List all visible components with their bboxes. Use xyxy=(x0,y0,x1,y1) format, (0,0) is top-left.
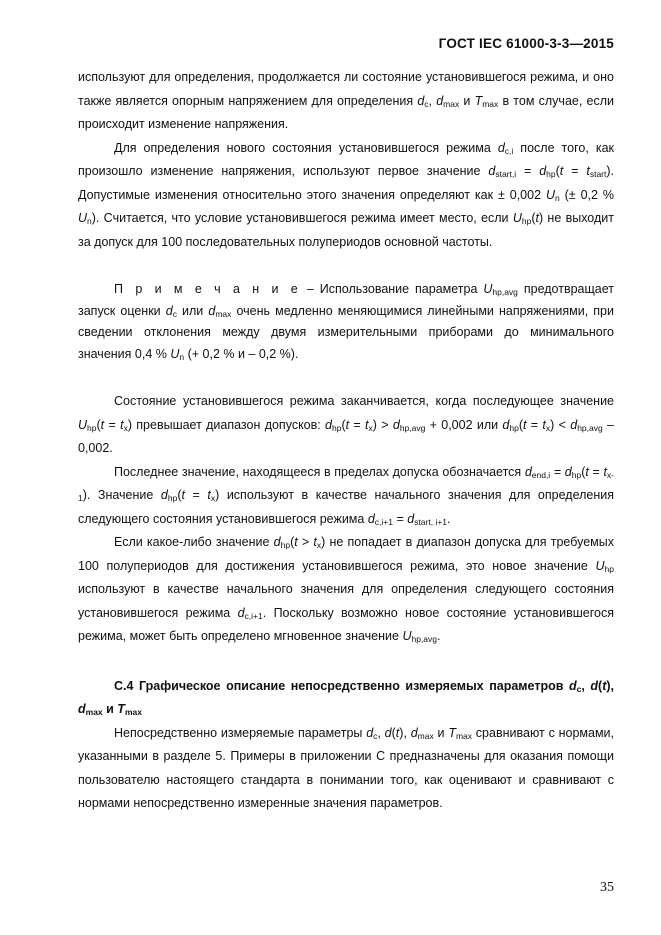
page-number: 35 xyxy=(600,880,614,895)
note-paragraph: П р и м е ч а н и е – Использование параметра $U_{hp,avg}$ предотвращает запуск оценки $d_c$ или $d_{max}$ очень медленно меняющимися линейными напряжениями, при сведении отклонения между двумя измерительными приборами до минимального значения 0,4 % $U_n$ (+ 0,2 % и – 0,2 %). xyxy=(78,282,614,362)
body-paragraph: Непосредственно измеряемые параметры $d_c$, d(t), $d_{max}$ и $T_{max}$ сравнивают с нормами, указанными в разделе 5. Примеры в приложении С предназначены для оказания помощи пользователю настоящего стандарта в понимании того, как оценивают и сравнивают с нормами непосредственно измеренные значения параметров. xyxy=(78,725,615,810)
body-paragraph: Для определения нового состояния установившегося режима $d_{c,i}$ после того, как произошло изменение напряжения, используют первое значение $d_{start,i} = d_{hp}(t = t_{start})$. Допустимые изменения относительно этого значения определяют как ± 0,002 $U_n$ (± 0,2 % $U_n$). Считается, что условие установившегося режима имеет место, если $U_{hp}(t)$ не выходит за допуск для 100 последовательных полупериодов основной частоты. xyxy=(78,140,614,249)
running-header: ГОСТ IEC 61000-3-3—2015 xyxy=(438,36,614,51)
body-paragraph: используют для определения, продолжается ли состояние установившегося режима, и оно также является опорным напряжением для определения $d_c$, $d_{max}$ и $T_{max}$ в том случае, если происходит изменение напряжения. xyxy=(78,70,614,131)
body-paragraph: Последнее значение, находящееся в пределах допуска обозначается $d_{end,i} = d_{hp}(t = t_{x-1})$. Значение $d_{hp}(t = t_x)$ используют в качестве начального значения для определения следующего состояния установившегося режима $d_{c,i+1} = d_{start, i+1}$. xyxy=(78,464,615,527)
body-paragraph: Если какое-либо значение $d_{hp}(t > t_x)$ не попадает в диапазон допуска для требуемых 100 полупериодов для достижения установившегося режима, это новое значение $U_{hp}$ используют в качестве начального значения для определения следующего состояния установившегося режима $d_{c,i+1}$. Поскольку возможно новое состояние установившегося режима, может быть определено мгновенное значение $U_{hp,avg}$. xyxy=(78,535,614,644)
page-body xyxy=(78,66,614,816)
section-heading: С.4 Графическое описание непосредственно измеряемых параметров $d_c$, d(t), $d_{max}$ и $T_{max}$ xyxy=(78,678,615,717)
body-paragraph: Состояние установившегося режима заканчивается, когда последующее значение $U_{hp}(t = t_x)$ превышает диапазон допусков: $d_{hp}(t = t_x) > d_{hp,avg} + 0,002$ или $d_{hp}(t = t_x) < d_{hp,avg} - 0,002$. xyxy=(78,394,614,455)
